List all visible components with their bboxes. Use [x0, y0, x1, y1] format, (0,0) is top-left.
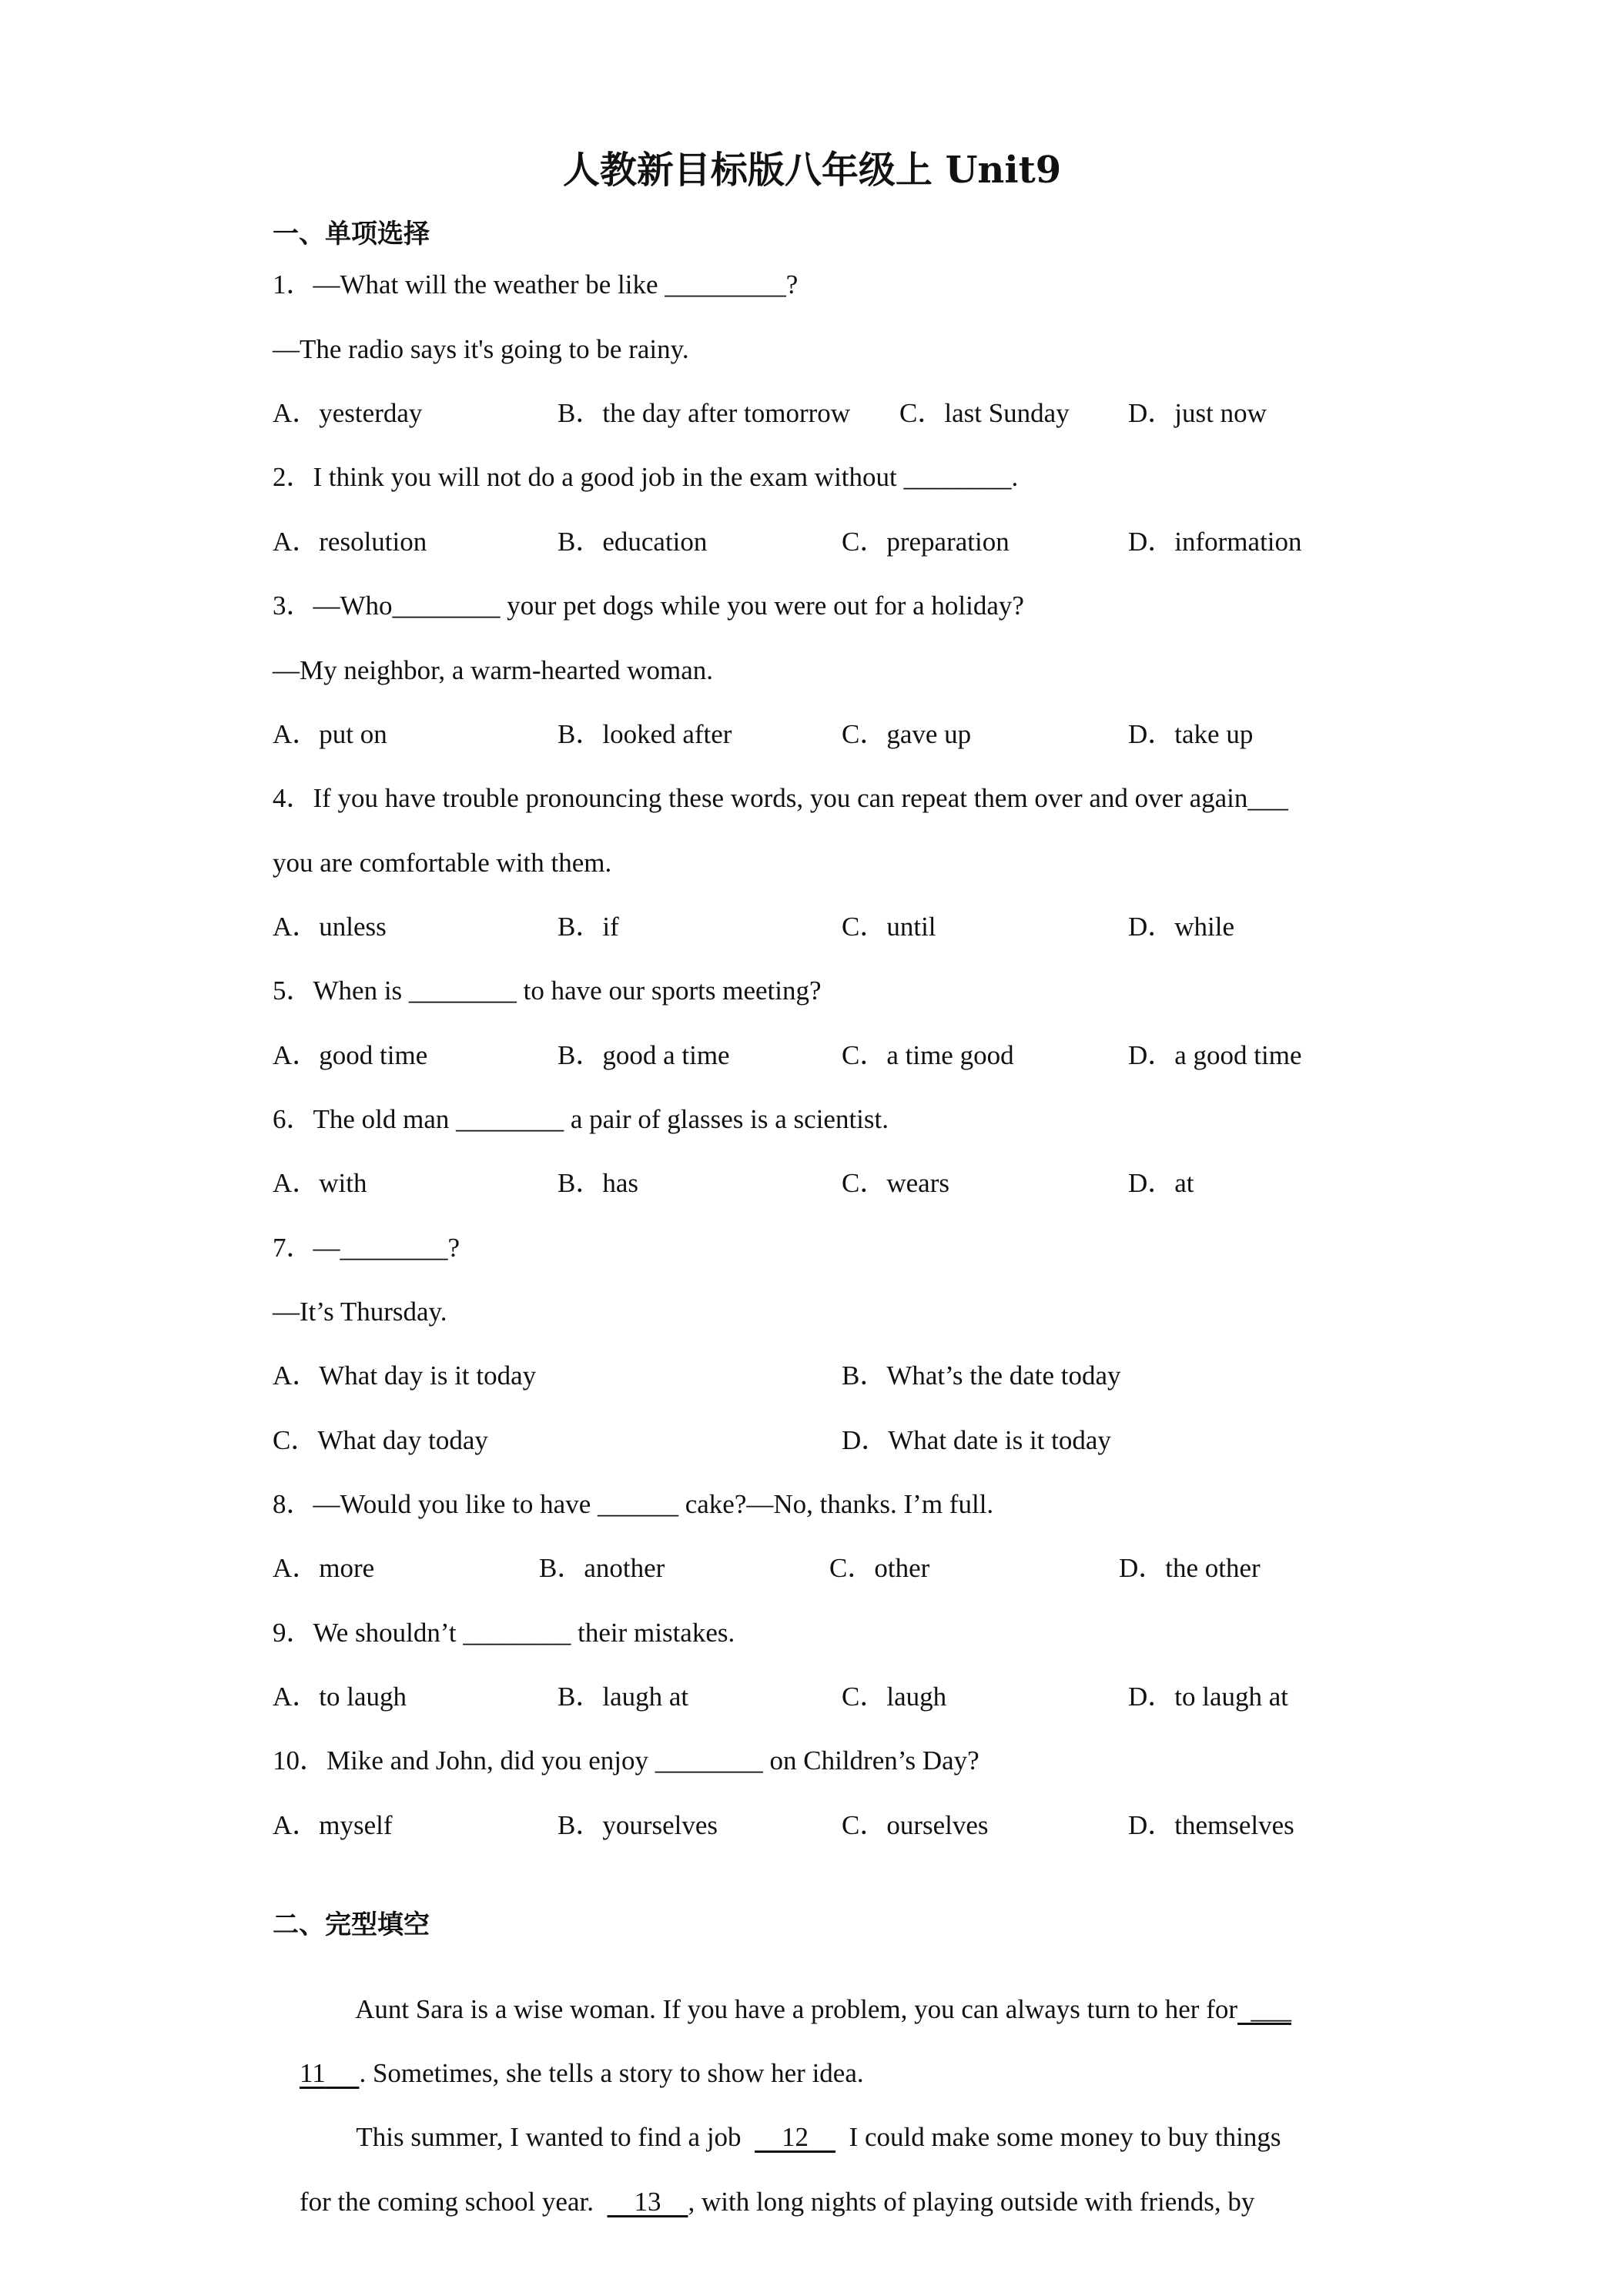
option-c: C．ourselves: [842, 1810, 989, 1840]
option-c: C．preparation: [842, 527, 1010, 557]
option-b: B．if: [558, 912, 619, 942]
question-line: 9．We shouldn’t ________ their mistakes.: [273, 1618, 735, 1648]
option-d: D．a good time: [1128, 1040, 1302, 1070]
passage-text: , with long nights of playing outside with friends, by: [688, 2187, 1255, 2217]
option-c: C．laugh: [842, 1682, 947, 1712]
option-d: D．themselves: [1128, 1810, 1294, 1840]
option-c: C．until: [842, 912, 936, 942]
option-d: D．to laugh at: [1128, 1682, 1289, 1712]
option-b: B．yourselves: [558, 1810, 718, 1840]
option-a: A．myself: [273, 1810, 393, 1840]
blank-12-wrap: [755, 2122, 835, 2152]
passage-text: I could make some money to buy things: [849, 2122, 1281, 2152]
passage-line: [273, 2023, 864, 2088]
question-line: 6．The old man ________ a pair of glasses is a scientist.: [273, 1104, 889, 1134]
question-line: —It’s Thursday.: [273, 1297, 447, 1327]
option-c: C．other: [829, 1553, 930, 1583]
option-a: A．good time: [273, 1040, 428, 1070]
section-heading-cloze: 二、完型填空: [273, 1909, 430, 1940]
passage-line: [330, 1959, 1292, 2024]
question-line: 4．If you have trouble pronouncing these words, you can repeat them over and over again___: [273, 783, 1288, 813]
option-b: B．What’s the date today: [842, 1361, 1121, 1391]
passage-text: for the coming school year.: [300, 2187, 594, 2217]
passage-text: This summer, I wanted to find a job: [356, 2122, 742, 2152]
passage-text: Aunt Sara is a wise woman. If you have a problem, you can always turn to her for: [355, 1994, 1238, 2024]
option-d: D．at: [1128, 1168, 1194, 1198]
section-heading-single-choice: 一、单项选择: [273, 219, 430, 249]
option-d: D．the other: [1119, 1553, 1261, 1583]
question-line: 10．Mike and John, did you enjoy ________ on Children’s Day?: [273, 1745, 979, 1776]
option-a: A．What day is it today: [273, 1361, 537, 1391]
option-c: C．a time good: [842, 1040, 1014, 1070]
option-b: B．education: [558, 527, 708, 557]
passage-text: . Sometimes, she tells a story to show her idea.: [359, 2058, 864, 2088]
question-line: 7．—________?: [273, 1233, 460, 1263]
question-line: 8．—Would you like to have ______ cake?—No, thanks. I’m full.: [273, 1489, 994, 1519]
option-d: D．What date is it today: [842, 1425, 1111, 1455]
blank-placeholder: ___: [1237, 1994, 1292, 2024]
option-d: D．take up: [1128, 719, 1254, 749]
option-c: C．wears: [842, 1168, 949, 1198]
question-line: 1．—What will the weather be like _________?: [273, 269, 799, 300]
option-c: C．What day today: [273, 1425, 488, 1455]
option-b: B．another: [539, 1553, 665, 1583]
passage-line: [330, 2087, 1281, 2152]
question-line: 3．—Who________ your pet dogs while you were out for a holiday?: [273, 591, 1024, 621]
option-b: B．has: [558, 1168, 639, 1198]
option-b: B．laugh at: [558, 1682, 689, 1712]
question-line: you are comfortable with them.: [273, 848, 612, 878]
option-d: D．information: [1128, 527, 1302, 557]
option-d: D．while: [1128, 912, 1235, 942]
option-b: B．the day after tomorrow: [558, 398, 851, 428]
blank-12: 12: [782, 2122, 809, 2152]
option-a: A．to laugh: [273, 1682, 407, 1712]
option-a: A．yesterday: [273, 398, 423, 428]
blank-13: 13: [634, 2187, 661, 2217]
page-title: 人教新目标版八年级上 Unit9: [562, 149, 1062, 192]
option-b: B．looked after: [558, 719, 732, 749]
passage-line: [273, 2151, 1255, 2217]
option-c: C．last Sunday: [899, 398, 1070, 428]
question-line: 2．I think you will not do a good job in the exam without ________.: [273, 462, 1019, 492]
option-a: A．unless: [273, 912, 387, 942]
question-line: —The radio says it's going to be rainy.: [273, 334, 689, 364]
blank-11: 11: [300, 2058, 326, 2088]
option-a: A．put on: [273, 719, 387, 749]
option-a: A．with: [273, 1168, 367, 1198]
option-c: C．gave up: [842, 719, 972, 749]
blank-13-wrap: [607, 2187, 688, 2217]
option-a: A．resolution: [273, 527, 427, 557]
blank-underline: [326, 2058, 360, 2088]
option-d: D．just now: [1128, 398, 1267, 428]
question-line: 5．When is ________ to have our sports meeting?: [273, 976, 822, 1006]
option-b: B．good a time: [558, 1040, 730, 1070]
question-line: —My neighbor, a warm-hearted woman.: [273, 655, 714, 685]
option-a: A．more: [273, 1553, 375, 1583]
